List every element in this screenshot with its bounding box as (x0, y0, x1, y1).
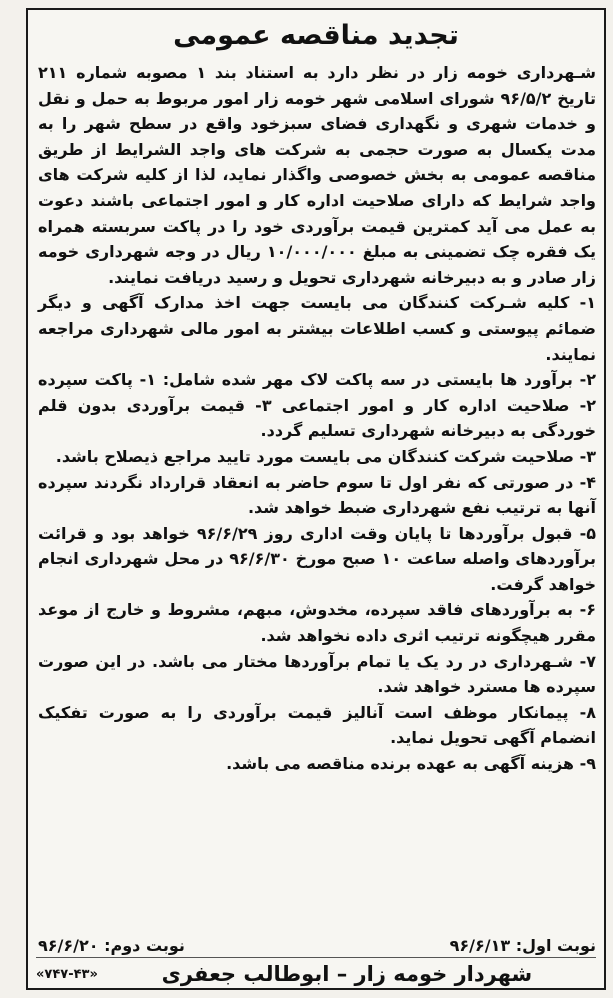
ad-code: «۷۴۷-۴۳» (36, 966, 98, 982)
signature-row (36, 960, 596, 988)
intro-paragraph: شـهرداری خومه زار در نظر دارد به استناد بند ۱ مصوبه شماره ۲۱۱ تاریخ ۹۶/۵/۲ شورای اسلامی شهر خومه زار امور مربوط به حمل و نقل و خدمات شهری و نگهداری فضای سبزخود واقع در سطح شهر را به مدت یکسال به صورت حجمی به شرکت های واجد الشرایط از طریق مناقصه عمومی به بخش خصوصی واگذار نماید، لذا از کلیه شرکت های واجد شرایط که دارای صلاحیت اداره کار و امور اجتماعی باشند دعوت به عمل می آید کمترین قیمت برآوردی خود را در پاکت سربسته همراه یک فقره چک تضمینی به مبلغ ۱۰/۰۰۰/۰۰۰ ریال در وجه شهرداری خومه زار صادر و به دبیرخانه شهرداری تحویل و رسید دریافت نمایند. (38, 63, 597, 287)
second-turn-date: نوبت دوم: ۹۶/۶/۲۰ (38, 936, 185, 955)
notice-frame (26, 8, 606, 990)
condition-item-6: ۶- به برآوردهای فاقد سپرده، مخدوش، مبهم، مشروط و خارج از موعد مقرر هیچگونه ترتیب اثری داده نخواهد شد. (38, 600, 596, 646)
notice-body (38, 60, 596, 777)
condition-item-3: ۳- صلاحیت شرکت کنندگان می بایست مورد تایید مراجع ذیصلاح باشد. (55, 446, 596, 466)
publication-turns (38, 936, 596, 956)
condition-item-9: ۹- هزینه آگهی به عهده برنده مناقصه می باشد. (226, 754, 596, 774)
first-turn-date: نوبت اول: ۹۶/۶/۱۳ (449, 936, 596, 955)
condition-item-1: ۱- کلیه شـرکت کنندگان می بایست جهت اخذ مدارک آگهی و دیگر ضمائم پیوستی و کسب اطلاعات بیشتر به امور مالی شهرداری مراجعه نمایند. (38, 293, 596, 364)
condition-item-4: ۴- در صورتی که نفر اول تا سوم حاضر به انعقاد قرارداد نگردند سپرده آنها به ترتیب نفع شهرداری ضبط خواهد شد. (38, 472, 596, 518)
condition-item-5: ۵- قبول برآوردها تا پایان وقت اداری روز ۹۶/۶/۲۹ خواهد بود و قرائت برآوردهای واصله ساعت ۱۰ صبح مورخ ۹۶/۶/۳۰ در محل شهرداری انجام خواهد گرفت. (38, 523, 597, 594)
condition-item-7: ۷- شـهرداری در رد یک یا تمام برآوردها مختار می باشد. در این صورت سپرده ها مسترد خواهد شد. (38, 651, 596, 697)
footer-divider (36, 957, 596, 958)
condition-item-8: ۸- پیمانکار موظف است آنالیز قیمت برآوردی را به صورت تفکیک انضمام آگهی تحویل نماید. (38, 702, 596, 748)
condition-item-2: ۲- برآورد ها بایستی در سه پاکت لاک مهر شده شامل: ۱- پاکت سپرده ۲- صلاحیت اداره کار و امور اجتماعی ۳- قیمت برآوردی بدون قلم خوردگی به دبیرخانه شهرداری تسلیم گردد. (38, 370, 597, 441)
mayor-signature: شهردار خومه زار – ابوطالب جعفری (161, 962, 533, 986)
notice-title: تجدید مناقصه عمومی (173, 20, 459, 51)
